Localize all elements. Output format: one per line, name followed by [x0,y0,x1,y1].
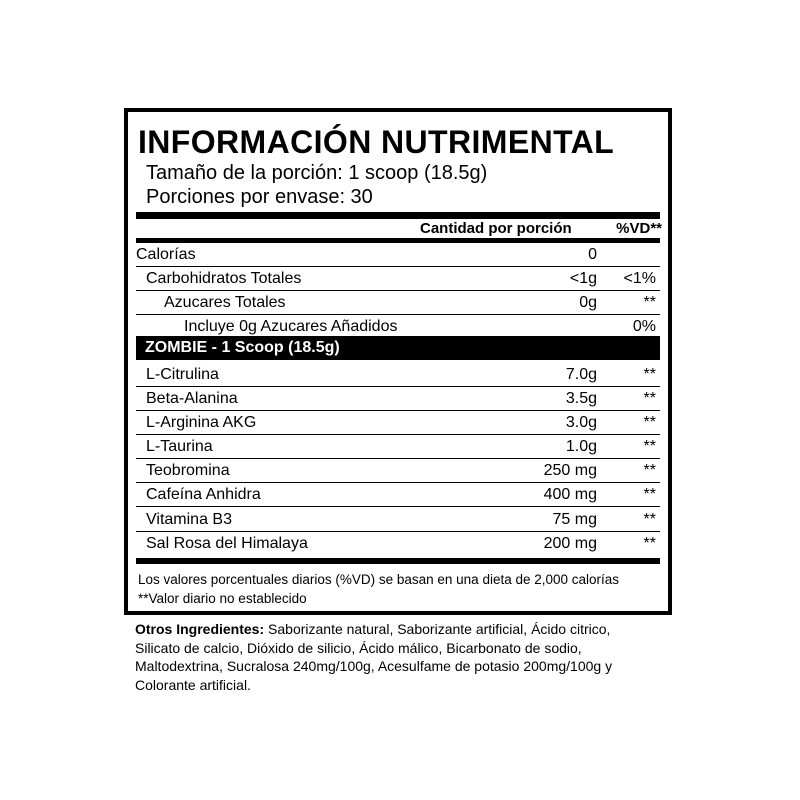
nutrient-name: Carbohidratos Totales [146,270,302,287]
ingredient-name: Vitamina B3 [146,511,232,528]
nutrient-row [136,291,660,315]
ingredient-name: Cafeína Anhidra [146,486,261,503]
ingredient-name: L-Citrulina [146,366,219,383]
nutrient-name: Azucares Totales [164,294,286,311]
ingredient-dv: ** [643,462,656,479]
thick-divider [136,212,660,219]
ingredient-amount: 3.0g [565,414,597,431]
nutrient-name: Calorías [136,246,196,263]
nutrient-name: Incluye 0g Azucares Añadidos [184,318,398,335]
ingredient-amount: 200 mg [543,535,597,552]
other-ingredients-heading: Otros Ingredientes: [135,621,265,637]
nutrient-dv: <1% [623,270,656,287]
nutrient-row [136,243,660,267]
ingredient-name: L-Arginina AKG [146,414,257,431]
nutrient-amount: 0 [588,246,597,263]
ingredient-amount: 1.0g [565,438,597,455]
nutrient-dv: 0% [632,318,656,335]
blend-row [136,459,660,483]
blend-row [136,411,660,435]
nutrient-dv: ** [643,294,656,311]
blend-row [136,508,660,532]
blend-row [136,483,660,507]
other-ingredients [135,620,655,694]
ingredient-amount: 250 mg [543,462,597,479]
blend-row [136,363,660,387]
blend-row [136,435,660,459]
ingredient-name: Sal Rosa del Himalaya [146,535,308,552]
other-ingredients-text: Saborizante natural, Saborizante artificial, Ácido citrico, Silicato de calcio, Dióxido de silicio, Ácido málico, Bicarbonato de sodio, Maltodextrina, Sucralosa 240mg/100g, Acesulfame de potasio 200mg/100g y Colorante artificial. [135,621,613,693]
ingredient-name: L-Taurina [146,438,213,455]
daily-value-header: %VD** [616,220,662,237]
ingredient-amount: 400 mg [543,486,597,503]
section-title-bar: ZOMBIE - 1 Scoop (18.5g) [136,336,660,360]
blend-row [136,387,660,411]
nutrient-row [136,267,660,291]
blend-row [136,532,660,556]
ingredient-name: Beta-Alanina [146,390,238,407]
serving-size: Tamaño de la porción: 1 scoop (18.5g) [146,162,488,184]
footnote-daily-values: Los valores porcentuales diarios (%VD) se basan en una dieta de 2,000 calorías [138,572,620,587]
ingredient-dv: ** [643,366,656,383]
ingredient-dv: ** [643,511,656,528]
ingredient-name: Teobromina [146,462,230,479]
ingredient-dv: ** [643,535,656,552]
ingredient-amount: 7.0g [565,366,597,383]
nutrient-amount: <1g [569,270,597,287]
label-title: INFORMACIÓN NUTRIMENTAL [138,124,615,160]
nutrition-facts-panel [124,108,672,615]
ingredient-dv: ** [643,486,656,503]
footnote-not-established: **Valor diario no establecido [138,591,307,606]
amount-per-serving-header: Cantidad por porción [420,220,572,237]
ingredient-amount: 3.5g [565,390,597,407]
ingredient-amount: 75 mg [552,511,597,528]
ingredient-dv: ** [643,390,656,407]
thick-divider [136,558,660,564]
servings-per-container: Porciones por envase: 30 [146,186,373,208]
nutrient-amount: 0g [579,294,597,311]
ingredient-dv: ** [643,438,656,455]
ingredient-dv: ** [643,414,656,431]
